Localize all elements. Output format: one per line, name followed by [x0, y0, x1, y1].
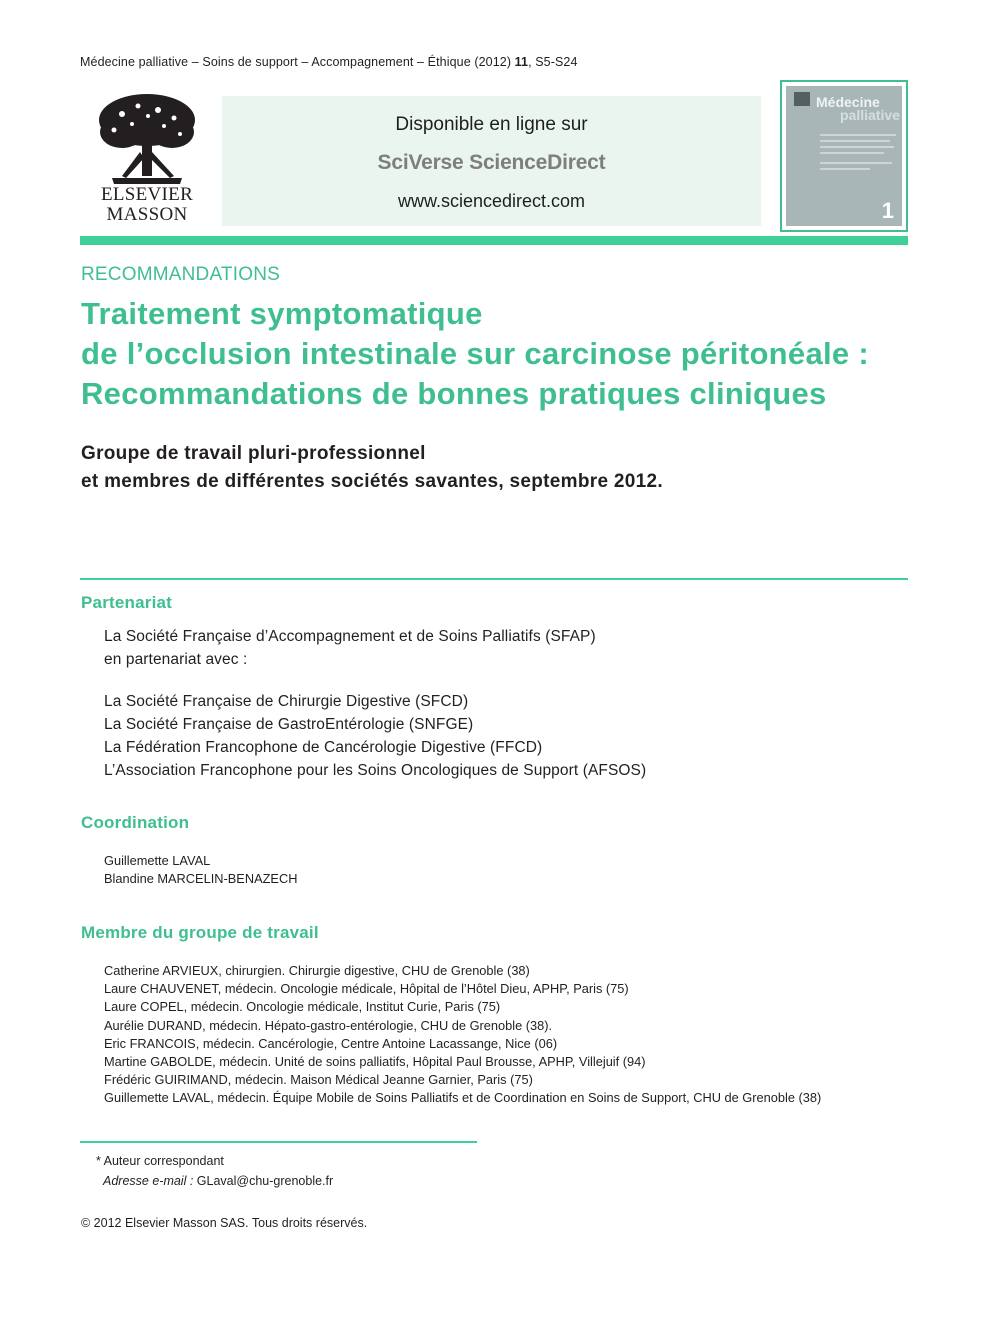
partenariat-intro [104, 625, 596, 671]
group-line: et membres de différentes sociétés savantes, septembre 2012. [81, 471, 663, 492]
availability-text: Disponible en ligne sur [395, 114, 588, 135]
section-rule [80, 578, 908, 580]
journal-pages: S5-S24 [535, 55, 578, 69]
publisher-line1: ELSEVIER [100, 184, 194, 205]
email-label: Adresse e-mail : [103, 1174, 194, 1188]
cover-issue-number: 1 [881, 198, 894, 223]
member-item: Laure COPEL, médecin. Oncologie médicale, Institut Curie, Paris (75) [104, 999, 501, 1015]
member-item: Guillemette LAVAL, médecin. Équipe Mobile de Soins Palliatifs et de Coordination en Soins de Support, CHU de Grenoble (38) [104, 1090, 822, 1106]
member-item: Eric FRANCOIS, médecin. Cancérologie, Centre Antoine Lacassange, Nice (06) [104, 1035, 558, 1051]
cover-title-1: Médecine [816, 94, 880, 110]
journal-cover [780, 80, 908, 232]
member-item: Aurélie DURAND, médecin. Hépato-gastro-entérologie, CHU de Grenoble (38). [104, 1017, 553, 1033]
availability-panel [222, 96, 761, 226]
members-list [104, 962, 821, 1108]
journal-name: Médecine palliative – Soins de support – Accompagnement – Éthique (2012) [80, 55, 512, 69]
sciencedirect-brand: SciVerse ScienceDirect [377, 151, 606, 174]
footnote [96, 1151, 333, 1191]
members-heading: Membre du groupe de travail [81, 923, 319, 942]
copyright: © 2012 Elsevier Masson SAS. Tous droits réservés. [81, 1216, 368, 1230]
member-item: Frédéric GUIRIMAND, médecin. Maison Médical Jeanne Garnier, Paris (75) [104, 1072, 533, 1088]
member-item: Laure CHAUVENET, médecin. Oncologie médicale, Hôpital de l’Hôtel Dieu, APHP, Paris (75) [104, 981, 629, 997]
coordination-list [104, 852, 297, 888]
partner-item: L’Association Francophone pour les Soins Oncologiques de Support (AFSOS) [104, 762, 647, 779]
title-line: Recommandations de bonnes pratiques cliniques [81, 376, 827, 411]
cover-title-2: palliative [840, 107, 900, 123]
title-line: de l’occlusion intestinale sur carcinose péritonéale : [81, 336, 869, 371]
article-category: RECOMMANDATIONS [81, 264, 280, 285]
author-group [81, 440, 663, 496]
tree-emblem-icon [92, 92, 202, 188]
intro-line: en partenariat avec : [104, 651, 248, 668]
coordination-heading: Coordination [81, 813, 190, 832]
coordinator-name: Guillemette LAVAL [104, 853, 211, 868]
partenariat-heading: Partenariat [81, 593, 173, 612]
partner-list [104, 690, 646, 782]
elsevier-masson-logo [92, 92, 202, 228]
member-item: Martine GABOLDE, médecin. Unité de soins palliatifs, Hôpital Paul Brousse, APHP, Villejuif (94) [104, 1054, 646, 1070]
cover-emblem-icon [794, 92, 810, 106]
partner-item: La Société Française de GastroEntérologie (SNFGE) [104, 716, 474, 733]
journal-volume: 11 [514, 55, 529, 69]
header-rule [80, 236, 908, 245]
article-title [81, 294, 911, 414]
member-item: Catherine ARVIEUX, chirurgien. Chirurgie digestive, CHU de Grenoble (38) [104, 963, 530, 978]
intro-line: La Société Française d’Accompagnement et de Soins Palliatifs (SFAP) [104, 628, 596, 645]
footnote-rule [80, 1141, 477, 1143]
partner-item: La Fédération Francophone de Cancérologie Digestive (FFCD) [104, 739, 543, 756]
sciencedirect-url[interactable]: www.sciencedirect.com [397, 191, 586, 211]
publisher-line2: MASSON [106, 204, 188, 225]
journal-reference: Médecine palliative – Soins de support – Accompagnement – Éthique (2012) 11, S5-S24 [80, 55, 578, 69]
email-address[interactable]: GLaval@chu-grenoble.fr [196, 1174, 334, 1188]
corresponding-author: * Auteur correspondant [96, 1154, 224, 1168]
coordinator-name: Blandine MARCELIN-BENAZECH [104, 871, 298, 887]
partner-item: La Société Française de Chirurgie Digestive (SFCD) [104, 693, 469, 710]
group-line: Groupe de travail pluri-professionnel [81, 443, 426, 464]
title-line: Traitement symptomatique [81, 296, 483, 331]
